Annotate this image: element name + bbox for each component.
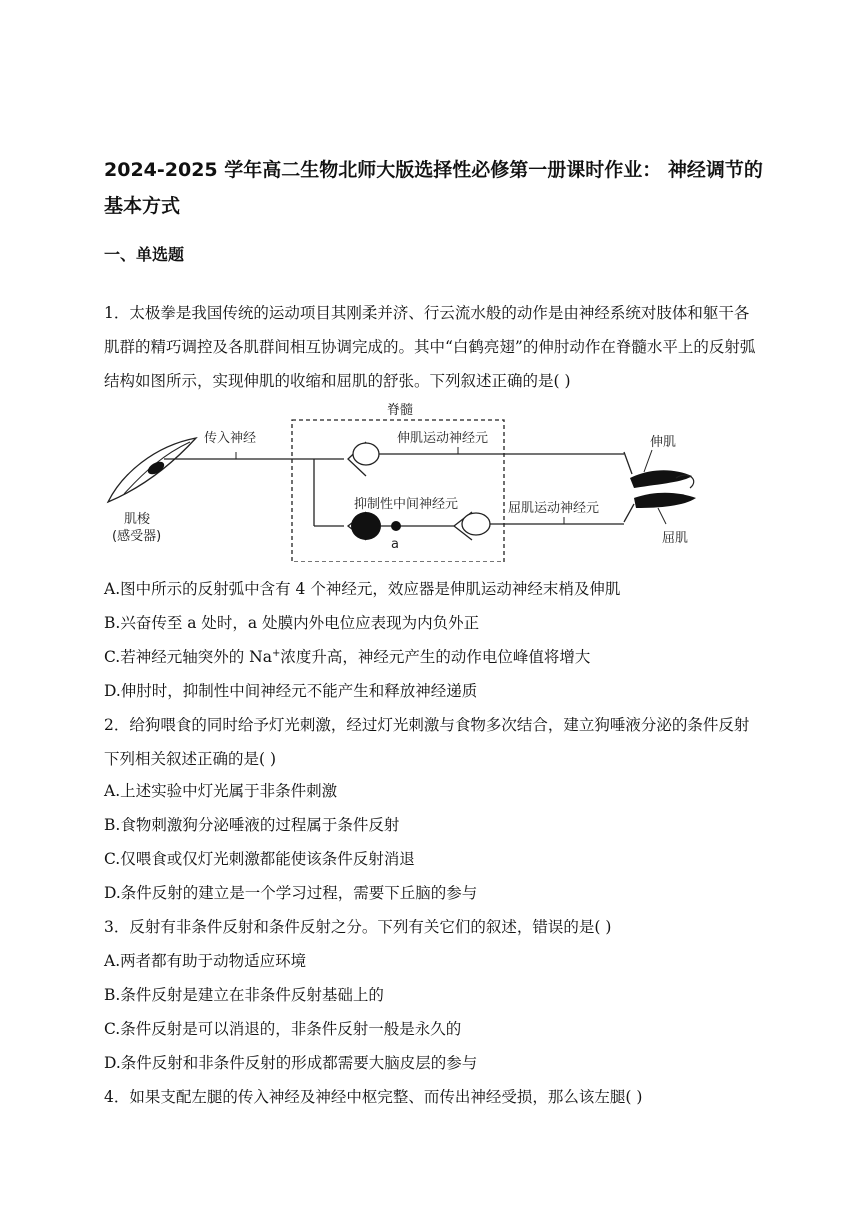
question-2-option-b: B.食物刺激狗分泌唾液的过程属于条件反射	[104, 816, 400, 834]
question-3-option-c: C.条件反射是可以消退的，非条件反射一般是永久的	[104, 1020, 462, 1038]
receptor-label: (感受器)	[112, 529, 162, 544]
extensor-motor-neuron-body	[353, 443, 379, 465]
flexor-motor-neuron-body	[462, 513, 490, 535]
point-a-label: a	[391, 537, 399, 552]
question-1-stem: 1．太极拳是我国传统的运动项目其刚柔并济、行云流水般的动作是由神经系统对肢体和躯干各肌群的精巧调控及各肌群间相互协调完成的。其中“白鹤亮翅”的伸肘动作在脊髓水平上的反射弧结构如图所示，实现伸肌的收缩和屈肌的舒张。下列叙述正确的是( )	[104, 304, 756, 390]
option-c-text-end: 浓度升高，神经元产生的动作电位峰值将增大	[280, 648, 591, 666]
section-heading: 一、单选题	[104, 245, 185, 264]
question-1-option-a: A.图中所示的反射弧中含有 4 个神经元，效应器是伸肌运动神经末梢及伸肌	[104, 580, 621, 598]
question-3-stem: 3．反射有非条件反射和条件反射之分。下列有关它们的叙述，错误的是( )	[104, 918, 612, 936]
question-3-option-b: B.条件反射是建立在非条件反射基础上的	[104, 986, 384, 1004]
extensor-muscle-icon	[630, 470, 692, 488]
question-1-option-d: D.伸肘时，抑制性中间神经元不能产生和释放神经递质	[104, 682, 478, 700]
question-3-option-d: D.条件反射和非条件反射的形成都需要大脑皮层的参与	[104, 1054, 478, 1072]
option-c-text-start: C.若神经元轴突外的 Na	[104, 648, 272, 666]
afferent-label: 传入神经	[204, 431, 257, 446]
point-a-marker	[391, 521, 401, 531]
reflex-arc-figure	[104, 402, 624, 562]
question-1-option-c	[104, 640, 760, 674]
flexor-label: 屈肌	[662, 531, 689, 546]
question-2-option-d: D.条件反射的建立是一个学习过程，需要下丘脑的参与	[104, 884, 478, 902]
spinal-cord-label: 脊髓	[387, 403, 414, 418]
question-1-option-b: B.兴奋传至 a 处时，a 处膜内外电位应表现为内负外正	[104, 614, 480, 632]
arm-muscles-figure	[600, 428, 720, 558]
inhibitory-label: 抑制性中间神经元	[354, 497, 459, 512]
extensor-label: 伸肌	[650, 435, 677, 450]
inhibitory-neuron-body	[351, 512, 381, 540]
question-2-option-a: A.上述实验中灯光属于非条件刺激	[104, 782, 338, 800]
question-4-stem: 4．如果支配左腿的传入神经及神经中枢完整、而传出神经受损，那么该左腿( )	[104, 1088, 643, 1106]
spindle-label: 肌梭	[124, 512, 151, 527]
flexor-muscle-icon	[634, 493, 696, 508]
flexor-motor-label: 屈肌运动神经元	[508, 501, 600, 516]
extensor-motor-label: 伸肌运动神经元	[397, 431, 489, 446]
option-c-superscript: +	[271, 647, 281, 659]
question-2-stem: 2．给狗喂食的同时给予灯光刺激，经过灯光刺激与食物多次结合，建立狗唾液分泌的条件反射下列相关叙述正确的是( )	[104, 716, 750, 768]
document-title: 2024-2025 学年高二生物北师大版选择性必修第一册课时作业： 神经调节的基本方式	[104, 159, 763, 217]
question-2-option-c: C.仅喂食或仅灯光刺激都能使该条件反射消退	[104, 850, 415, 868]
question-3-option-a: A.两者都有助于动物适应环境	[104, 952, 307, 970]
